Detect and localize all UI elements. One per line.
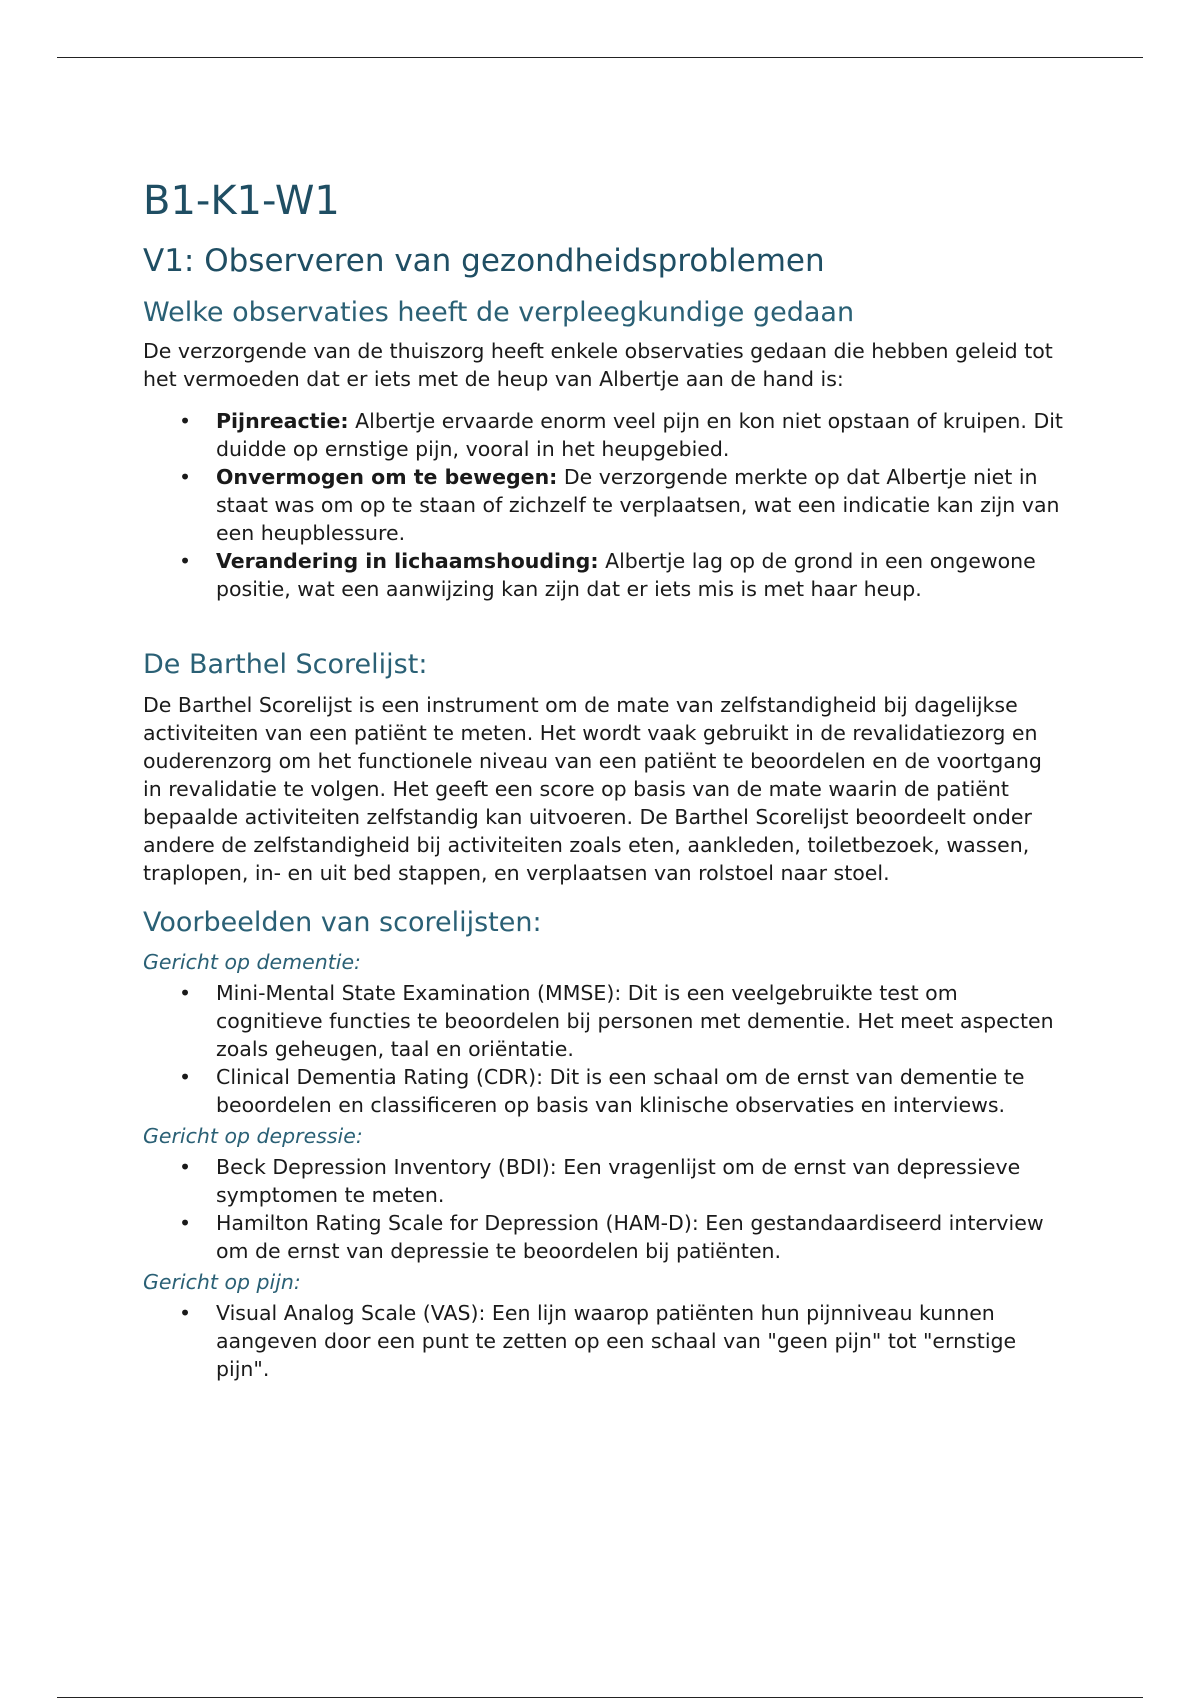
list-item: [143, 1063, 1063, 1119]
bullet: •: [179, 1065, 192, 1089]
document-subtitle: V1: Observeren van gezondheidsproblemen: [143, 243, 825, 279]
list-item: [143, 547, 1063, 603]
bullet: •: [179, 409, 192, 433]
group-label-depression: Gericht op depressie:: [143, 1124, 363, 1148]
list-item: [143, 1209, 1063, 1265]
section-heading-barthel: De Barthel Scorelijst:: [143, 649, 428, 680]
item-text: Albertje lag op de grond in een ongewone positie, wat een aanwijzing kan zijn dat er iets mis is met haar heup.: [216, 549, 1036, 601]
bullet: •: [179, 549, 192, 573]
group-label-pain: Gericht op pijn:: [143, 1270, 301, 1294]
pain-list: [143, 1299, 1063, 1383]
item-text: Beck Depression Inventory (BDI): Een vragenlijst om de ernst van depressieve symptomen te meten.: [216, 1155, 1021, 1207]
item-text: Clinical Dementia Rating (CDR): Dit is een schaal om de ernst van dementie te beoordelen en classificeren op basis van klinische observaties en interviews.: [216, 1065, 1025, 1117]
item-term: Pijnreactie:: [216, 409, 349, 433]
bullet: •: [179, 1301, 192, 1325]
observations-intro: De verzorgende van de thuiszorg heeft enkele observaties gedaan die hebben geleid tot het vermoeden dat er iets met de heup van Albertje aan de hand is:: [143, 339, 1053, 391]
section-heading-observations: Welke observaties heeft de verpleegkundige gedaan: [143, 297, 855, 328]
section-heading-examples: Voorbeelden van scorelijsten:: [143, 907, 542, 938]
group-label-dementia: Gericht op dementie:: [143, 950, 361, 974]
list-item: [143, 1153, 1063, 1209]
item-term: Verandering in lichaamshouding:: [216, 549, 599, 573]
item-text: Albertje ervaarde enorm veel pijn en kon niet opstaan of kruipen. Dit duidde op ernstige pijn, vooral in het heupgebied.: [216, 409, 1063, 461]
top-rule: [57, 57, 1143, 58]
list-item: [143, 1299, 1063, 1383]
depression-list: [143, 1153, 1063, 1265]
observations-list: [143, 407, 1063, 603]
bullet: •: [179, 1211, 192, 1235]
bullet: •: [179, 981, 192, 1005]
bullet: •: [179, 465, 192, 489]
item-text: Hamilton Rating Scale for Depression (HAM-D): Een gestandaardiseerd interview om de ernst van depressie te beoordelen bij patiënten.: [216, 1211, 1044, 1263]
list-item: [143, 463, 1063, 547]
item-term: Onvermogen om te bewegen:: [216, 465, 558, 489]
list-item: [143, 407, 1063, 463]
item-text: Mini-Mental State Examination (MMSE): Dit is een veelgebruikte test om cognitieve functies te beoordelen bij personen met dementie. Het meet aspecten zoals geheugen, taal en oriëntatie.: [216, 981, 1054, 1061]
dementia-list: [143, 979, 1063, 1119]
document-title: B1-K1-W1: [143, 178, 340, 224]
list-item: [143, 979, 1063, 1063]
barthel-body: De Barthel Scorelijst is een instrument om de mate van zelfstandigheid bij dagelijkse activiteiten van een patiënt te meten. Het wordt vaak gebruikt in de revalidatiezorg en ouderenzorg om het functionele niveau van een patiënt te beoordelen en de voortgang in revalidatie te volgen. Het geeft een score op basis van de mate waarin de patiënt bepaalde activiteiten zelfstandig kan uitvoeren. De Barthel Scorelijst beoordeelt onder andere de zelfstandigheid bij activiteiten zoals eten, aankleden, toiletbezoek, wassen, traplopen, in- en uit bed stappen, en verplaatsen van rolstoel naar stoel.: [143, 693, 1042, 885]
bottom-rule: [57, 1697, 1143, 1698]
bullet: •: [179, 1155, 192, 1179]
item-text: Visual Analog Scale (VAS): Een lijn waarop patiënten hun pijnniveau kunnen aangeven door een punt te zetten op een schaal van "geen pijn" tot "ernstige pijn".: [216, 1301, 1017, 1381]
document-body: [143, 175, 1063, 1385]
item-text: De verzorgende merkte op dat Albertje niet in staat was om op te staan of zichzelf te verplaatsen, wat een indicatie kan zijn van een heupblessure.: [216, 465, 1060, 545]
